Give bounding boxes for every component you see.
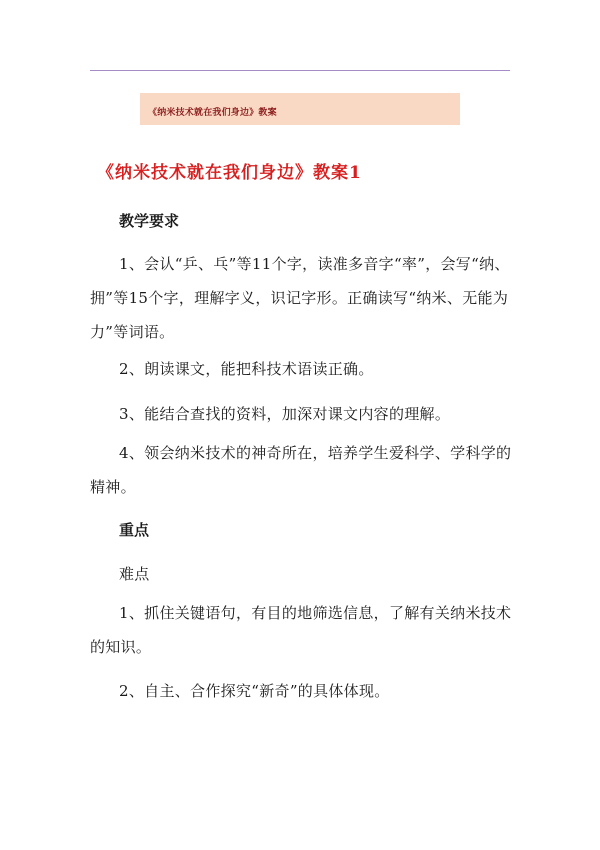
key-points-heading: 重点 [119, 521, 150, 539]
requirement-item-4: 4、领会纳米技术的神奇所在，培养学生爱科学、学科学的精神。 [90, 444, 512, 496]
header-divider [90, 70, 510, 71]
requirement-item-3: 3、能结合查找的资料，加深对课文内容的理解。 [119, 405, 451, 423]
difficulty-item-2: 2、自主、合作探究“新奇”的具体体现。 [119, 682, 390, 700]
difficulties-heading: 难点 [119, 565, 150, 583]
header-banner [140, 93, 460, 125]
requirement-item-1: 1、会认“乒、乓”等11个字，读准多音字“率”，会写“纳、拥”等15个字，理解字义，识记字形。正确读写“纳米、无能为力”等词语。 [90, 255, 510, 341]
difficulty-item-1: 1、抓住关键语句，有目的地筛选信息，了解有关纳米技术的知识。 [90, 604, 512, 656]
requirement-item-2: 2、朗读课文，能把科技术语读正确。 [119, 360, 374, 378]
header-banner-text: 《纳米技术就在我们身边》教案 [148, 108, 277, 118]
requirements-heading: 教学要求 [119, 212, 180, 230]
document-title: 《纳米技术就在我们身边》教案1 [97, 163, 362, 183]
